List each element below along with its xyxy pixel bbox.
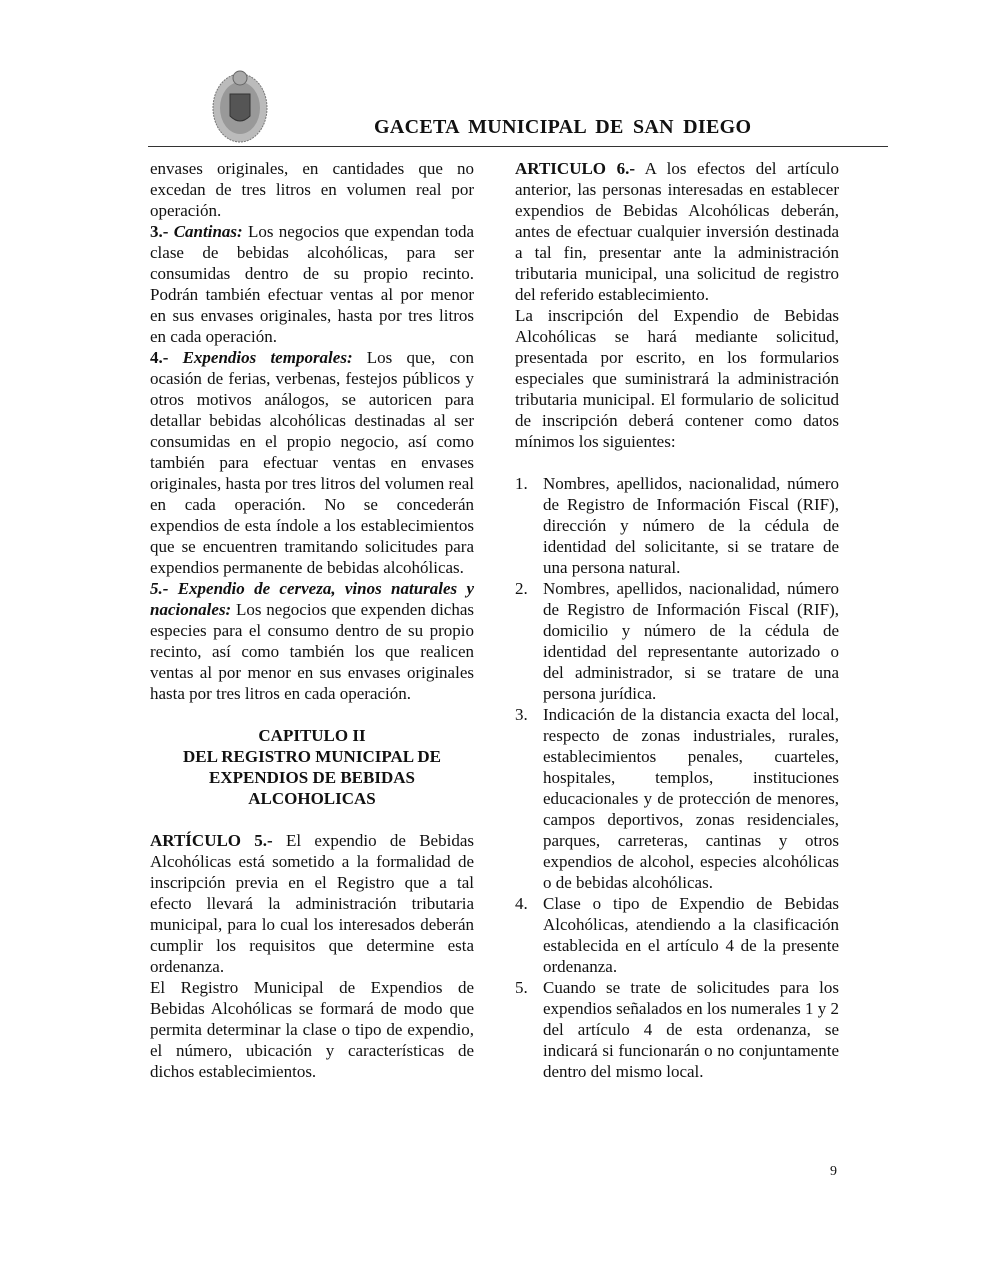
paragraph: La inscripción del Expendio de Bebidas Alcohólicas se hará mediante solicitud, presentada por escrito, en los formularios especiales que suministrará la administración tributaria municipal. El formulario de solicitud de inscripción deberá contener como datos mínimos los siguientes:	[515, 306, 839, 451]
list-number: 2.	[515, 579, 528, 598]
list-item	[515, 704, 839, 893]
list-item	[515, 578, 839, 704]
item-lead: Expendios temporales:	[182, 348, 353, 367]
chapter-heading	[150, 725, 474, 809]
list-text: Nombres, apellidos, nacionalidad, número de Registro de Información Fiscal (RIF), dirección y número de la cédula de identidad del solicitante, si se tratare de una persona natural.	[543, 474, 839, 577]
item-number: 5.-	[150, 579, 178, 598]
left-column	[150, 158, 474, 1082]
list-item	[515, 473, 839, 578]
coat-of-arms-seal	[212, 70, 268, 144]
chapter-line: ALCOHOLICAS	[248, 789, 376, 808]
item-number: 4.-	[150, 348, 183, 367]
article-lead: ARTÍCULO 5.-	[150, 831, 273, 850]
list-number: 3.	[515, 705, 528, 724]
chapter-line: DEL REGISTRO MUNICIPAL DE	[182, 747, 442, 766]
list-item	[515, 977, 839, 1082]
item-text: Los negocios que expenden dichas especies para el consumo dentro de su propio recinto, así como también los que realicen ventas al por menor en sus envases originales hasta por tres litros en cada operación.	[150, 600, 474, 703]
list-text: Nombres, apellidos, nacionalidad, número de Registro de Información Fiscal (RIF), domicilio y número de la cédula de identidad del representante autorizado o del administrador, si se tratare de una persona jurídica.	[543, 579, 839, 703]
paragraph: El Registro Municipal de Expendios de Bebidas Alcohólicas se formará de modo que permita determinar la clase o tipo de expendio, el número, ubicación y características de dichos establecimientos.	[150, 978, 474, 1081]
list-item	[515, 893, 839, 977]
page-number: 9	[830, 1164, 837, 1179]
list-text: Cuando se trate de solicitudes para los expendios señalados en los numerales 1 y 2 del artículo 4 de esta ordenanza, se indicará si funcionarán o no conjuntamente dentro del mismo local.	[543, 978, 840, 1081]
item-lead: Expendio de cerveza, vinos naturales y nacionales:	[150, 579, 474, 619]
list-text: Indicación de la distancia exacta del local, respecto de zonas industriales, rurales, establecimientos penales, cuarteles, hospitales, templos, instituciones educacionales y de protección de menores, campos deportivos, zonas residenciales, parques, carreteras, cantinas y otros expendios de alcohol, especies alcohólicas o de bebidas alcohólicas.	[543, 705, 839, 892]
article-5	[150, 830, 474, 977]
paragraph: envases originales, en cantidades que no excedan de tres litros en volumen real por operación.	[150, 159, 474, 220]
chapter-line: CAPITULO II	[258, 726, 366, 745]
list-number: 1.	[515, 474, 528, 493]
list-number: 5.	[515, 978, 528, 997]
item-text: Los que, con ocasión de ferias, verbenas, festejos públicos y otros motivos análogos, se autoricen para detallar bebidas alcohólicas destinadas al ser consumidas en el propio negocio, así como también para efectuar ventas en envases originales, hasta por tres litros del volumen real en cada operación. No se concederán expendios de esta índole a los establecimientos que se encuentren tramitando solicitudes para expendios permanente de bebidas alcohólicas.	[150, 348, 474, 577]
item-number: 3.-	[150, 222, 174, 241]
article-text: El expendio de Bebidas Alcohólicas está sometido a la formalidad de inscripción previa en el Registro que a tal efecto llevará la administración tributaria municipal, para lo cual los interesados deberán cumplir los requisitos que determine esta ordenanza.	[150, 831, 474, 976]
article-text: A los efectos del artículo anterior, las personas interesadas en establecer expendios de Bebidas Alcohólicas deberán, antes de efectuar cualquier inversión destinada a tal fin, presentar ante la administración tributaria municipal, una solicitud de registro del referido establecimiento.	[515, 159, 840, 304]
paragraph-cantinas	[150, 221, 474, 347]
requirements-list	[515, 473, 839, 1082]
list-number: 4.	[515, 894, 528, 913]
item-text: Los negocios que expendan toda clase de bebidas alcohólicas, para ser consumidas dentro de su propio recinto. Podrán también efectuar ventas al por menor en sus envases originales, hasta por tres litros en cada operación.	[150, 222, 474, 346]
paragraph-expendio-cerveza	[150, 578, 474, 704]
spacer	[515, 452, 839, 473]
article-lead: ARTICULO 6.-	[515, 159, 636, 178]
chapter-line: EXPENDIOS DE BEBIDAS	[209, 768, 415, 787]
paragraph-expendios-temporales	[150, 347, 474, 578]
gazette-title: GACETA MUNICIPAL DE SAN DIEGO	[374, 116, 752, 138]
right-column	[515, 158, 839, 1082]
list-text: Clase o tipo de Expendio de Bebidas Alcohólicas, atendiendo a la clasificación establecida en el artículo 4 de la presente ordenanza.	[543, 894, 839, 976]
item-lead: Cantinas:	[173, 222, 243, 241]
article-6	[515, 158, 839, 305]
header-divider	[148, 146, 888, 147]
